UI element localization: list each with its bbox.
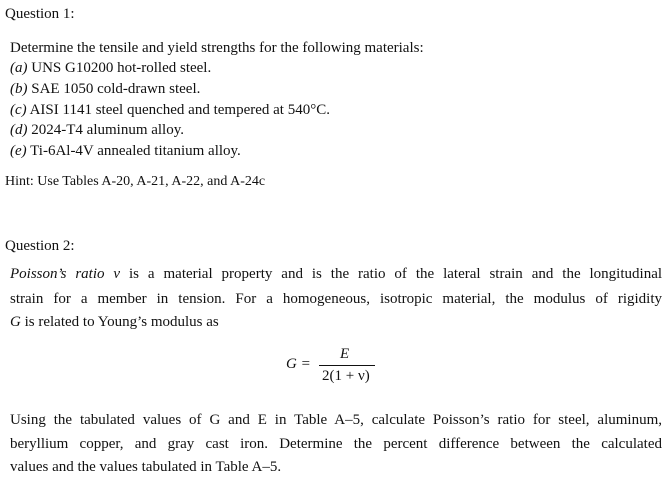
- list-item: [10, 101, 330, 119]
- text: is a material property and is the ratio of the lateral strain and the longitudinal: [129, 266, 663, 282]
- item-text: 2024-T4 aluminum alloy.: [31, 122, 185, 138]
- paragraph-line: [10, 313, 219, 331]
- item-label: (e): [10, 143, 27, 159]
- formula-lhs: G =: [286, 356, 311, 372]
- item-label: (b): [10, 81, 28, 97]
- item-text: UNS G10200 hot-rolled steel.: [31, 60, 212, 76]
- paragraph-line: values and the values tabulated in Table A–5.: [10, 459, 282, 475]
- variable: G: [10, 314, 21, 330]
- item-label: (a): [10, 60, 28, 76]
- item-text: AISI 1141 steel quenched and tempered at 540°C.: [29, 102, 330, 118]
- fraction-bar: [319, 365, 375, 366]
- poisson-term: Poisson’s ratio ν: [10, 266, 121, 282]
- question-1-prompt: Determine the tensile and yield strengths for the following materials:: [10, 40, 424, 56]
- formula-denominator: 2(1 + ν): [322, 368, 370, 384]
- item-text: SAE 1050 cold-drawn steel.: [31, 81, 201, 97]
- list-item: [10, 80, 200, 98]
- item-label: (d): [10, 122, 28, 138]
- list-item: [10, 59, 211, 77]
- paragraph-line: [10, 265, 662, 283]
- question-2-title: Question 2:: [5, 238, 75, 254]
- text: is related to Young’s modulus as: [24, 314, 219, 330]
- paragraph-line: Using the tabulated values of G and E in Table A–5, calculate Poisson’s ratio for steel, aluminum,: [10, 412, 662, 428]
- question-1-title: Question 1:: [5, 6, 75, 22]
- paragraph-line: strain for a member in tension. For a homogeneous, isotropic material, the modulus of rigidity: [10, 291, 662, 307]
- hint: Hint: Use Tables A-20, A-21, A-22, and A-24c: [5, 174, 266, 189]
- paragraph-line: beryllium copper, and gray cast iron. Determine the percent difference between the calculated: [10, 436, 662, 452]
- list-item: [10, 142, 241, 160]
- item-text: Ti-6Al-4V annealed titanium alloy.: [30, 143, 241, 159]
- formula-numerator: E: [340, 346, 350, 362]
- item-label: (c): [10, 102, 27, 118]
- list-item: [10, 121, 184, 139]
